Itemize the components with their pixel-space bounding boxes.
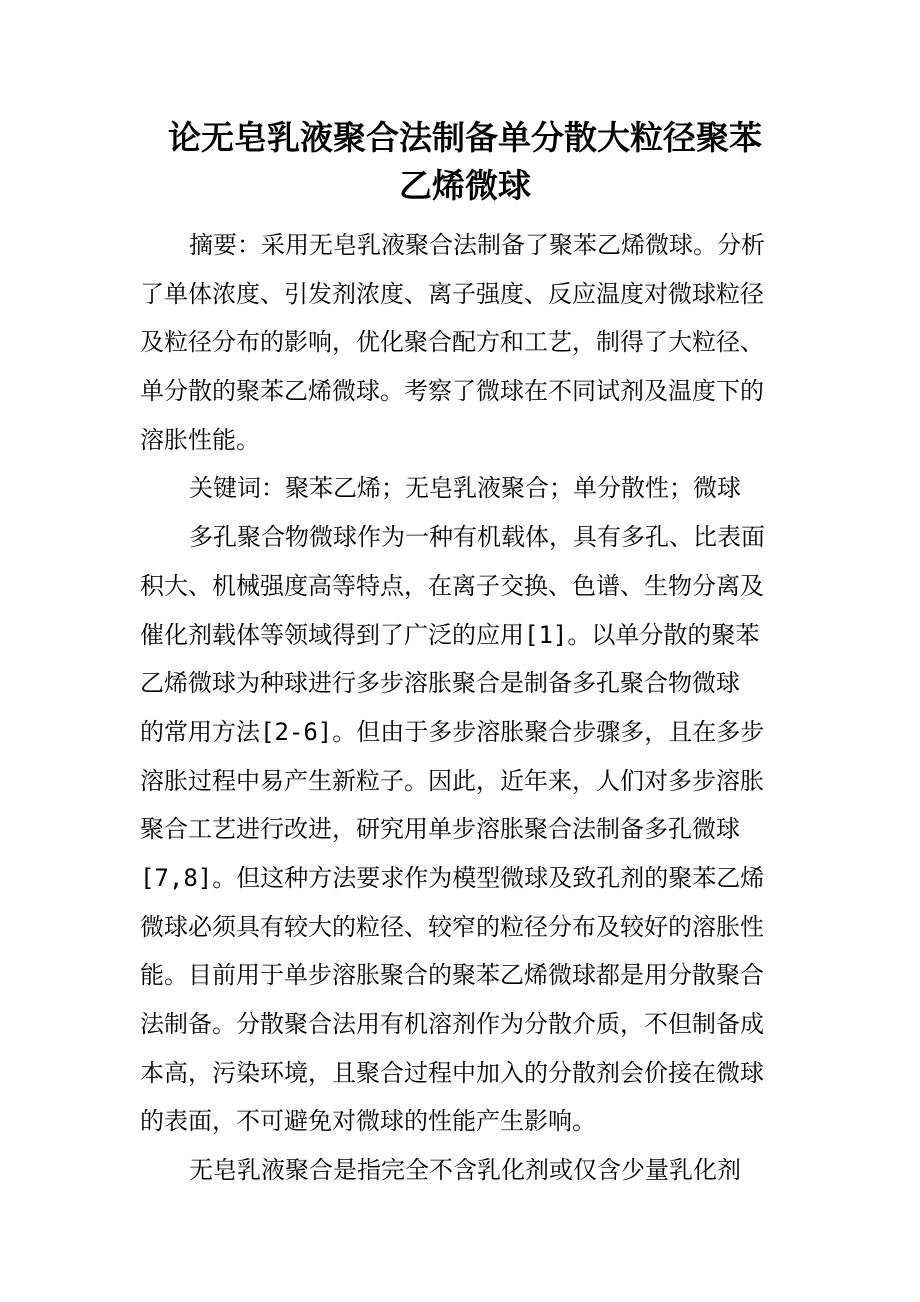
text-line: 微球必须具有较大的粒径、较窄的粒径分布及较好的溶胀性 xyxy=(140,912,764,941)
text-line: 单分散的聚苯乙烯微球。考察了微球在不同试剂及温度下的 xyxy=(140,377,764,406)
text-line: 无皂乳液聚合是指完全不含乳化剂或仅含少量乳化剂 xyxy=(189,1156,741,1185)
text-line: [7,8]。但这种方法要求作为模型微球及致孔剂的聚苯乙烯 xyxy=(140,863,765,892)
text-line: 溶胀过程中易产生新粒子。因此，近年来，人们对多步溶胀 xyxy=(140,766,764,795)
text-line: 能。目前用于单步溶胀聚合的聚苯乙烯微球都是用分散聚合 xyxy=(140,961,764,990)
text-line: 摘要：采用无皂乳液聚合法制备了聚苯乙烯微球。分析 xyxy=(189,231,765,259)
text-line: 法制备。分散聚合法用有机溶剂作为分散介质，不但制备成 xyxy=(140,1010,764,1038)
text-line: 本高，污染环境，且聚合过程中加入的分散剂会价接在微球 xyxy=(140,1058,764,1087)
text-line: 了单体浓度、引发剂浓度、离子强度、反应温度对微球粒径 xyxy=(140,279,764,308)
text-line: 乙烯微球为种球进行多步溶胀聚合是制备多孔聚合物微球 xyxy=(140,669,740,698)
text-line: 积大、机械强度高等特点，在离子交换、色谱、生物分离及 xyxy=(140,571,764,600)
text-line: 多孔聚合物微球作为一种有机载体，具有多孔、比表面 xyxy=(189,523,765,552)
document-title-line-1: 论无皂乳液聚合法制备单分散大粒径聚苯 xyxy=(168,118,762,157)
text-line: 溶胀性能。 xyxy=(140,425,260,454)
text-line: 关键词：聚苯乙烯；无皂乳液聚合；单分散性；微球 xyxy=(189,474,741,503)
text-line: 的表面，不可避免对微球的性能产生影响。 xyxy=(140,1107,596,1136)
document-title-line-2: 乙烯微球 xyxy=(399,166,531,205)
text-line: 的常用方法[2-6]。但由于多步溶胀聚合步骤多，且在多步 xyxy=(140,717,765,746)
text-line: 及粒径分布的影响，优化聚合配方和工艺，制得了大粒径、 xyxy=(140,328,764,357)
document-body xyxy=(140,221,790,1195)
text-line: 催化剂载体等领域得到了广泛的应用[1]。以单分散的聚苯 xyxy=(140,620,760,649)
text-line: 聚合工艺进行改进，研究用单步溶胀聚合法制备多孔微球 xyxy=(140,815,740,844)
